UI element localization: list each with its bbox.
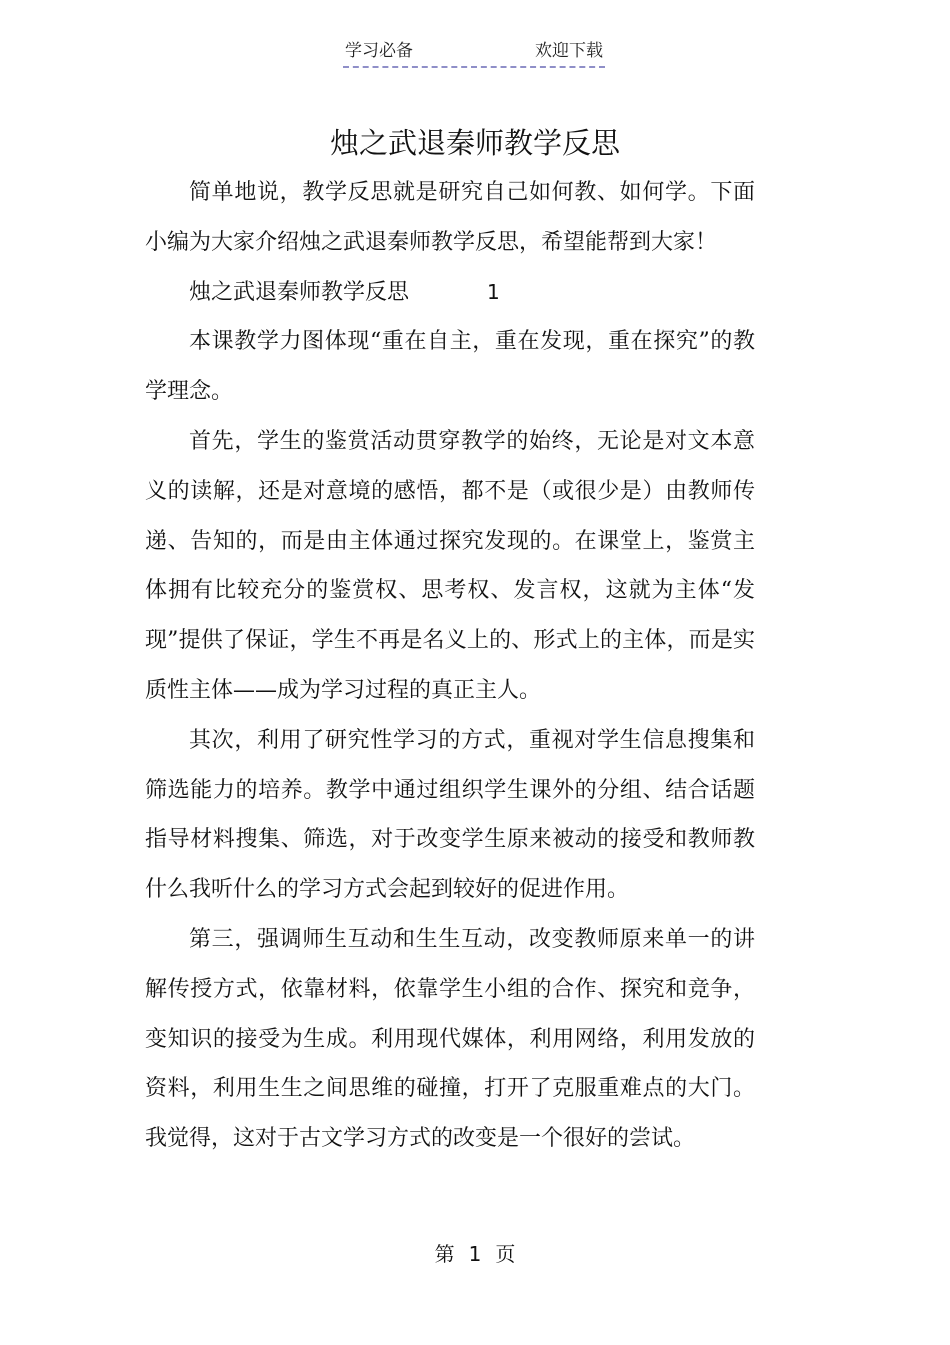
body-paragraph-2: 首先，学生的鉴赏活动贯穿教学的始终，无论是对文本意义的读解，还是对意境的感悟，都不是（或很少是）由教师传递、告知的，而是由主体通过探究发现的。在课堂上，鉴赏主体拥有比较充分的鉴赏权、思考权、发言权，这就为主体“发现”提供了保证，学生不再是名义上的、形式上的主体，而是实质性主体——成为学习过程的真正主人。 xyxy=(145,428,755,703)
document-title: 烛之武退秦师教学反思 xyxy=(329,126,620,160)
page-number-suffix: 页 xyxy=(495,1242,516,1266)
page-number-prefix: 第 xyxy=(434,1242,455,1266)
page-number-value: 1 xyxy=(468,1242,482,1266)
body-paragraph-4: 第三，强调师生互动和生生互动，改变教师原来单一的讲解传授方式，依靠材料，依靠学生小组的合作、探究和竞争，变知识的接受为生成。利用现代媒体，利用网络，利用发放的资料，利用生生之间思维的碰撞，打开了克服重难点的大门。我觉得，这对于古文学习方式的改变是一个很好的尝试。 xyxy=(145,926,755,1152)
document-body xyxy=(145,168,755,1164)
subheading-text: 烛之武退秦师教学反思 xyxy=(189,279,410,305)
subheading-number: 1 xyxy=(487,279,500,304)
intro-paragraph: 简单地说，教学反思就是研究自己如何教、如何学。下面小编为大家介绍烛之武退秦师教学反思，希望能帮到大家！ xyxy=(145,180,755,255)
body-paragraph-3: 其次，利用了研究性学习的方式，重视对学生信息搜集和筛选能力的培养。教学中通过组织学生课外的分组、结合话题指导材料搜集、筛选，对于改变学生原来被动的接受和教师教什么我听什么的学习方式会起到较好的促进作用。 xyxy=(145,727,755,903)
page-header xyxy=(343,40,605,68)
section-subheading xyxy=(145,268,755,318)
page-number xyxy=(0,1240,950,1268)
body-paragraph-1: 本课教学力图体现“重在自主，重在发现，重在探究”的教学理念。 xyxy=(145,329,755,405)
header-right-text: 欢迎下载 xyxy=(535,41,603,61)
header-left-text: 学习必备 xyxy=(345,41,413,61)
